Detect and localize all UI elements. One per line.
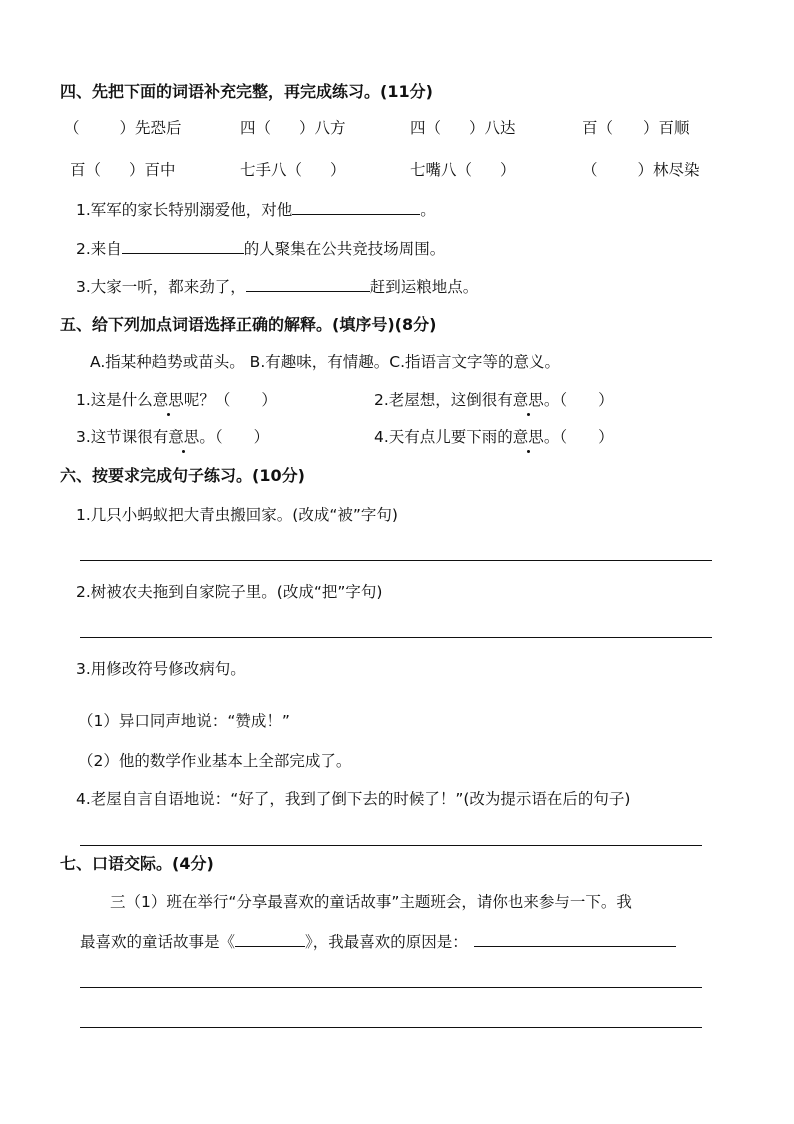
dotted-word: 意思 [512,428,544,446]
s5-question-2: 2.老屋想，这倒很有意思。（ ） [374,391,614,409]
story-title-blank[interactable] [235,932,305,947]
s4-question-3: 3.大家一听，都来劲了， 赶到运粮地点。 [76,278,479,296]
s6-question-3b: （2）他的数学作业基本上全部完成了。 [78,752,352,770]
answer-blank[interactable] [122,239,244,254]
idiom-fill-8: （ ）林尽染 [582,161,700,179]
s4-question-2: 2.来自 的人聚集在公共竞技场周围。 [76,240,446,258]
dotted-word: 意思 [152,391,184,409]
idiom-fill-6: 七手八（ ） [240,161,346,179]
answer-blank[interactable] [246,277,370,292]
reason-blank[interactable] [474,932,676,947]
answer-line[interactable] [80,637,712,638]
answer-line[interactable] [80,987,702,988]
s7-prompt-line-2: 最喜欢的童话故事是《 》，我最喜欢的原因是： [80,931,676,953]
section-4-heading: 四、先把下面的词语补充完整，再完成练习。(11分) [60,82,433,101]
s7-prompt-line-1: 三（1）班在举行“分享最喜欢的童话故事”主题班会，请你也来参与一下。我 [110,893,632,911]
idiom-fill-2: 四（ ）八方 [240,119,346,137]
dotted-word: 意思 [512,391,544,409]
answer-line[interactable] [80,560,712,561]
idiom-fill-1: （ ）先恐后 [64,119,182,137]
s6-question-3a: （1）异口同声地说：“赞成！” [78,712,290,730]
answer-blank[interactable] [292,200,420,215]
dotted-word: 意思 [168,428,200,446]
s5-question-1: 1.这是什么意思呢？（ ） [76,391,277,409]
s5-question-3: 3.这节课很有意思。（ ） [76,428,270,446]
s6-question-4: 4.老屋自言自语地说：“好了，我到了倒下去的时候了！”(改为提示语在后的句子) [76,790,631,808]
idiom-fill-3: 四（ ）八达 [410,119,516,137]
answer-line[interactable] [80,845,702,846]
answer-line[interactable] [80,1027,702,1028]
s4-question-1: 1.军军的家长特别溺爱他，对他 。 [76,201,436,219]
s5-question-4: 4.天有点儿要下雨的意思。（ ） [374,428,614,446]
idiom-fill-5: 百（ ）百中 [70,161,176,179]
s6-question-3: 3.用修改符号修改病句。 [76,660,246,678]
section-7-heading: 七、口语交际。(4分) [60,854,214,873]
section-5-heading: 五、给下列加点词语选择正确的解释。(填序号)(8分) [60,315,437,334]
s6-question-1: 1.几只小蚂蚁把大青虫搬回家。(改成“被”字句) [76,506,398,524]
s5-options: A.指某种趋势或苗头。 B.有趣味，有情趣。C.指语言文字等的意义。 [90,353,560,371]
idiom-fill-7: 七嘴八（ ） [410,161,516,179]
s6-question-2: 2.树被农夫拖到自家院子里。(改成“把”字句) [76,583,383,601]
idiom-fill-4: 百（ ）百顺 [582,119,690,137]
section-6-heading: 六、按要求完成句子练习。(10分) [60,466,305,485]
